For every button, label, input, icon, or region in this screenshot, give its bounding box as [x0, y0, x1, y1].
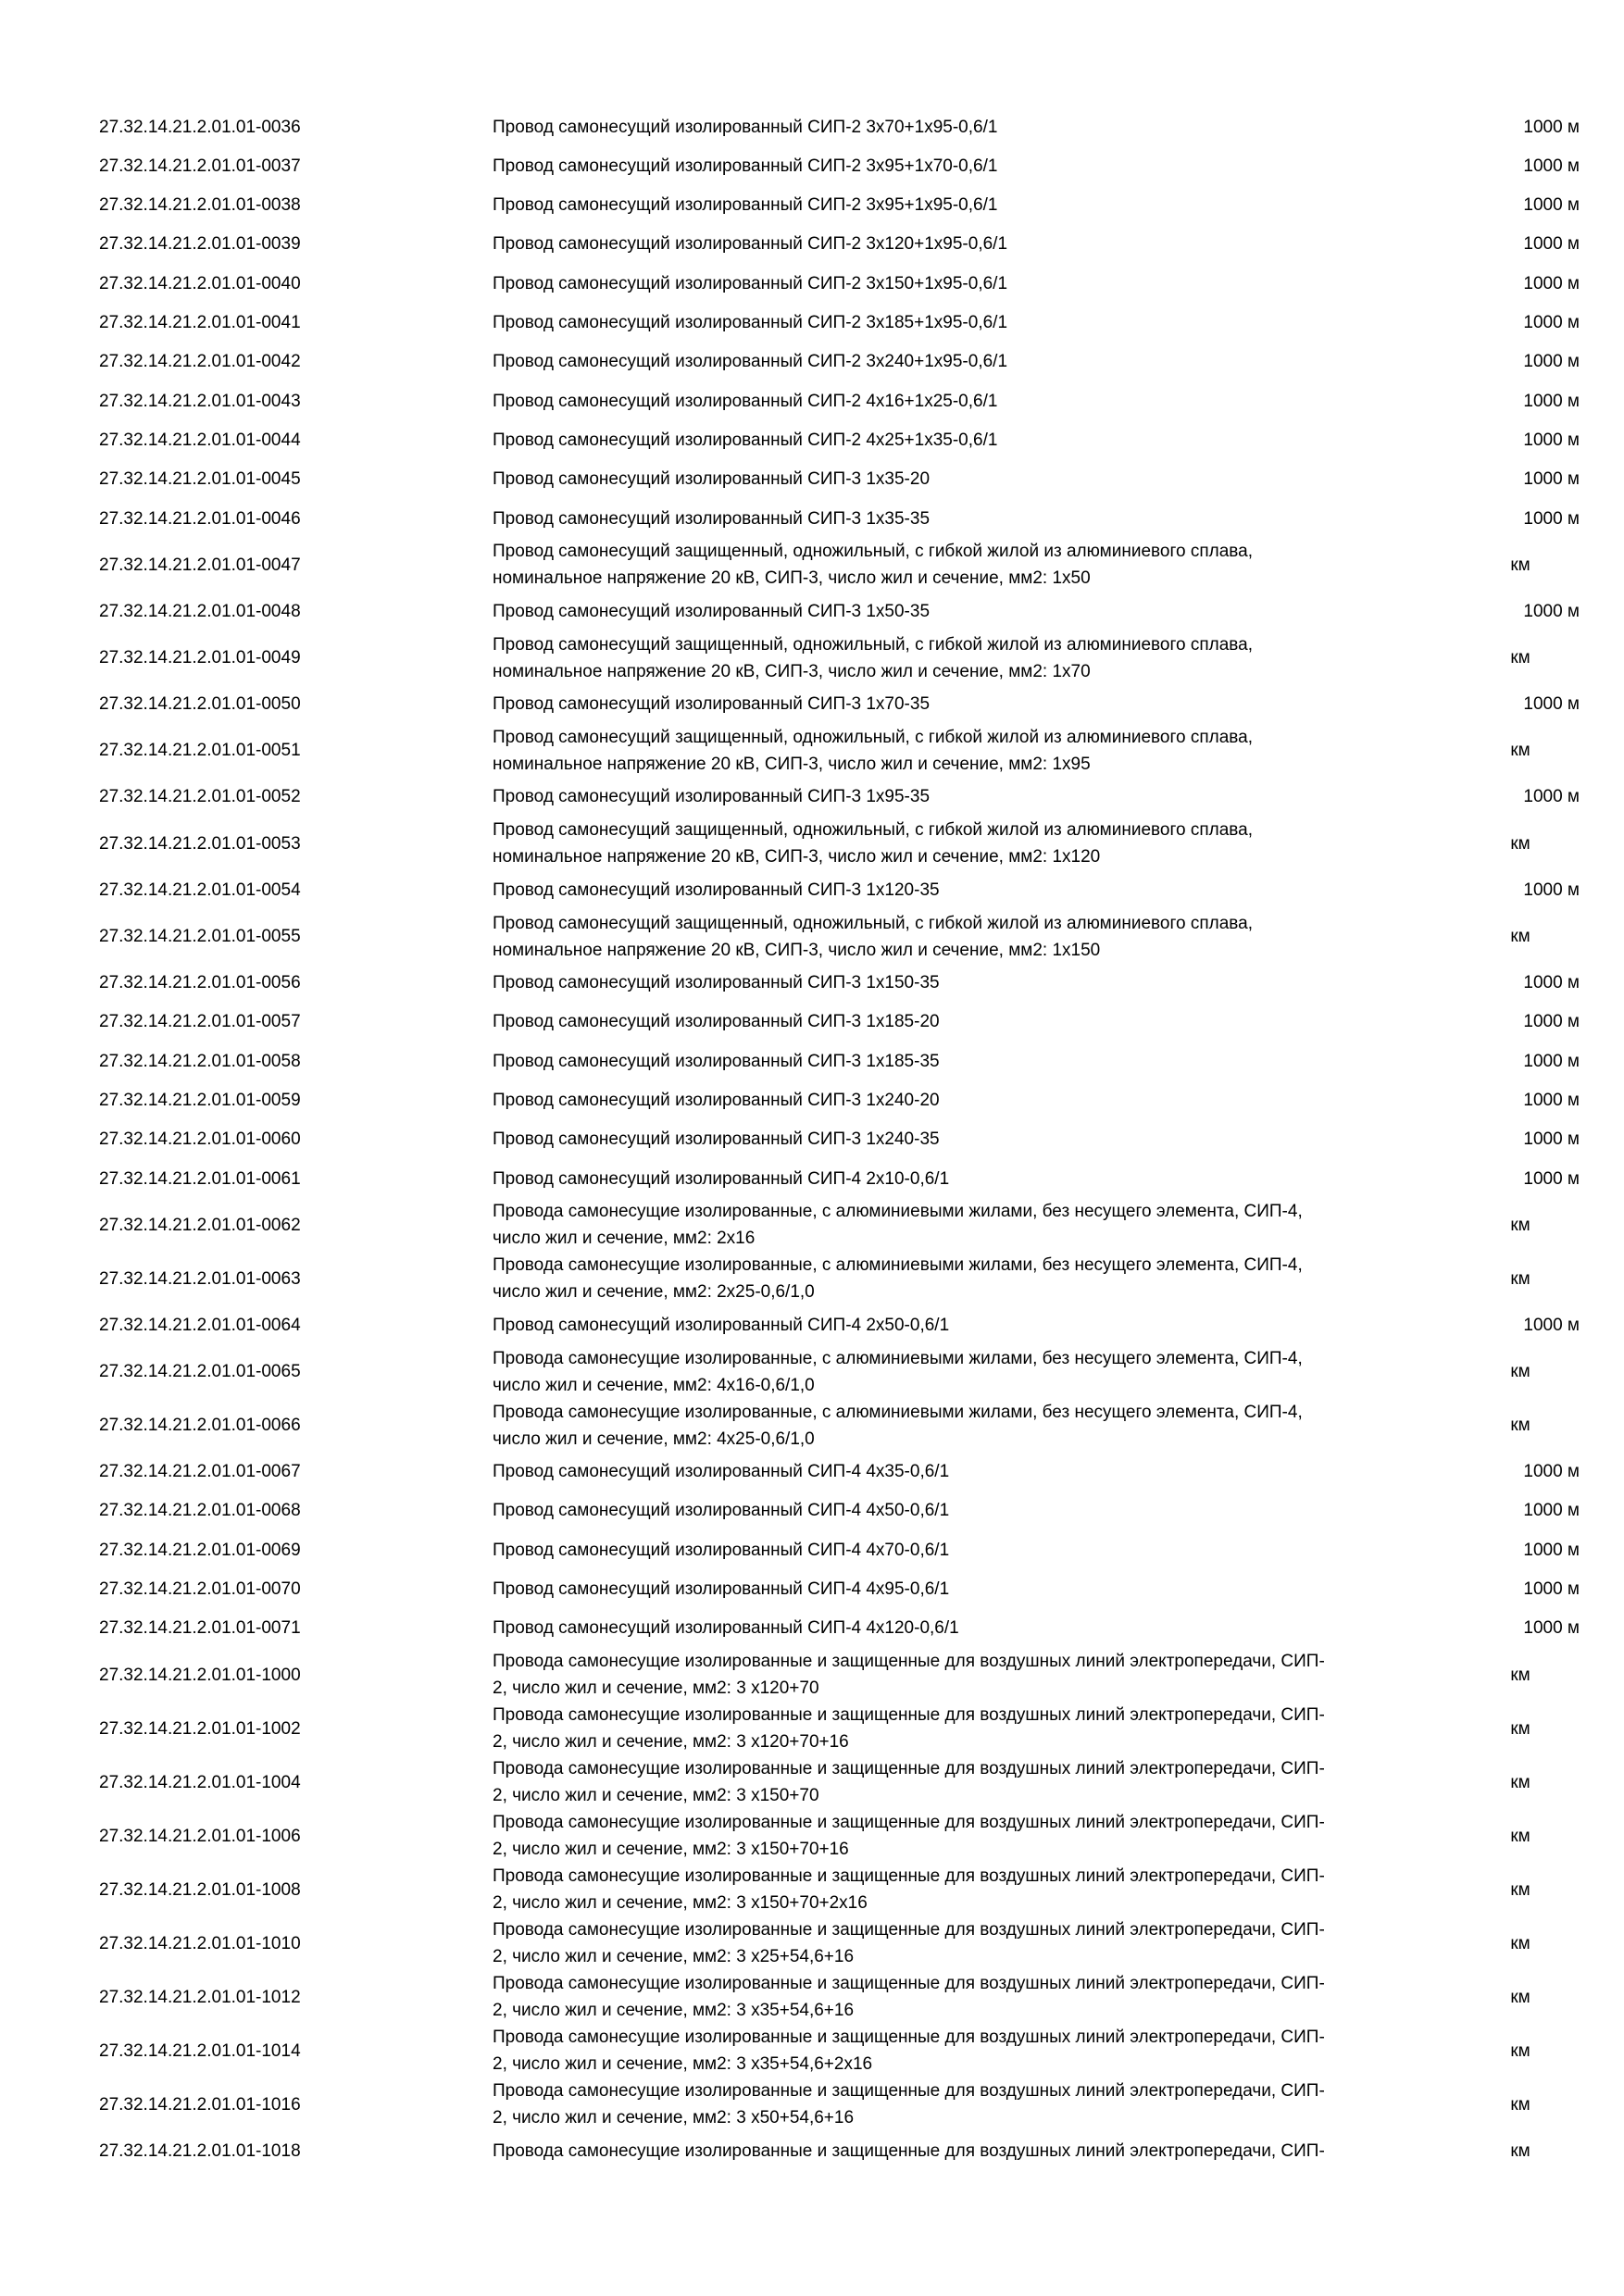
description-line: Провод самонесущий изолированный СИП-3 1х35-35	[493, 508, 931, 529]
resource-code: 27.32.14.21.2.01.01-0054	[99, 880, 301, 900]
table-row	[0, 264, 1624, 303]
description-line: Провода самонесущие изолированные и защищенные для воздушных линий электропередачи, СИП-	[493, 1759, 1325, 1779]
resource-code: 27.32.14.21.2.01.01-0066	[99, 1416, 301, 1436]
description-line: Провода самонесущие изолированные и защищенные для воздушных линий электропередачи, СИП-	[493, 1705, 1325, 1726]
table-row	[0, 499, 1624, 538]
resource-code: 27.32.14.21.2.01.01-1012	[99, 1987, 301, 2007]
description-line: 2, число жил и сечение, мм2: 3 х35+54,6+2х16	[493, 2054, 873, 2075]
description-line: 2, число жил и сечение, мм2: 3 х150+70+2х16	[493, 1893, 868, 1914]
unit-of-measure: 1000 м	[1523, 156, 1580, 176]
resource-code: 27.32.14.21.2.01.01-1010	[99, 1933, 301, 1953]
description-line: Провод самонесущий изолированный СИП-4 4х70-0,6/1	[493, 1540, 950, 1560]
description-line: Провод самонесущий изолированный СИП-2 3х95+1х70-0,6/1	[493, 156, 998, 176]
unit-of-measure: км	[1510, 1772, 1530, 1792]
table-row	[0, 146, 1624, 185]
description-line: Провод самонесущий изолированный СИП-3 1х185-35	[493, 1051, 940, 1071]
table-row	[0, 538, 1624, 592]
description-line: Провод самонесущий изолированный СИП-3 1х240-35	[493, 1129, 940, 1150]
unit-of-measure: км	[1510, 2140, 1530, 2161]
table-row	[0, 724, 1624, 778]
table-row	[0, 381, 1624, 420]
resource-description	[493, 465, 1455, 494]
table-row	[0, 1345, 1624, 1399]
table-row	[0, 817, 1624, 870]
unit-of-measure: 1000 м	[1523, 1051, 1580, 1071]
resource-description	[493, 1916, 1455, 1970]
unit-of-measure: км	[1510, 1268, 1530, 1289]
resource-description	[493, 2024, 1455, 2078]
resource-code: 27.32.14.21.2.01.01-0037	[99, 156, 301, 176]
resource-description	[493, 817, 1455, 870]
table-row	[0, 1042, 1624, 1080]
table-row	[0, 1399, 1624, 1453]
resource-description	[493, 1702, 1455, 1755]
table-row	[0, 870, 1624, 909]
description-line: число жил и сечение, мм2: 4х25-0,6/1,0	[493, 1429, 815, 1449]
description-line: Провод самонесущий изолированный СИП-4 2х10-0,6/1	[493, 1168, 950, 1189]
unit-of-measure: км	[1510, 741, 1530, 761]
description-line: Провода самонесущие изолированные, с алюминиевыми жилами, без несущего элемента, СИП-4,	[493, 1255, 1303, 1276]
resource-code: 27.32.14.21.2.01.01-0067	[99, 1462, 301, 1482]
resource-code: 27.32.14.21.2.01.01-0048	[99, 601, 301, 621]
description-line: Провод самонесущий изолированный СИП-4 4х50-0,6/1	[493, 1501, 950, 1521]
table-row	[0, 304, 1624, 343]
resource-description	[493, 2136, 1455, 2165]
resource-code: 27.32.14.21.2.01.01-0071	[99, 1618, 301, 1639]
description-line: Провод самонесущий изолированный СИП-4 4х95-0,6/1	[493, 1579, 950, 1599]
table-row	[0, 592, 1624, 630]
description-line: Провода самонесущие изолированные и защищенные для воздушных линий электропередачи, СИП-	[493, 1920, 1325, 1940]
description-line: номинальное напряжение 20 кВ, СИП-3, число жил и сечение, мм2: 1х120	[493, 847, 1101, 867]
table-row	[0, 1305, 1624, 1344]
unit-of-measure: 1000 м	[1523, 234, 1580, 255]
resource-description	[493, 1164, 1455, 1193]
table-row	[0, 631, 1624, 685]
table-row	[0, 1453, 1624, 1491]
description-line: Провод самонесущий изолированный СИП-2 4х25+1х35-0,6/1	[493, 430, 998, 450]
table-row	[0, 1491, 1624, 1530]
unit-of-measure: км	[1510, 1987, 1530, 2007]
description-line: Провод самонесущий изолированный СИП-2 3х120+1х95-0,6/1	[493, 234, 1008, 255]
table-row	[0, 1080, 1624, 1119]
unit-of-measure: 1000 м	[1523, 1315, 1580, 1335]
description-line: число жил и сечение, мм2: 2х25-0,6/1,0	[493, 1282, 815, 1303]
description-line: Провод самонесущий защищенный, одножильный, с гибкой жилой из алюминиевого сплава,	[493, 820, 1253, 841]
table-row	[0, 1648, 1624, 1702]
unit-of-measure: км	[1510, 833, 1530, 854]
resource-code: 27.32.14.21.2.01.01-1006	[99, 1826, 301, 1846]
description-line: Провод самонесущий изолированный СИП-4 2х50-0,6/1	[493, 1315, 950, 1335]
unit-of-measure: 1000 м	[1523, 880, 1580, 900]
unit-of-measure: км	[1510, 648, 1530, 668]
resource-description	[493, 1755, 1455, 1809]
table-row	[0, 1159, 1624, 1198]
resource-code: 27.32.14.21.2.01.01-0049	[99, 648, 301, 668]
resource-code: 27.32.14.21.2.01.01-0064	[99, 1315, 301, 1335]
resource-description	[493, 1345, 1455, 1399]
resource-description	[493, 268, 1455, 298]
table-row	[0, 107, 1624, 146]
resource-code: 27.32.14.21.2.01.01-0038	[99, 195, 301, 216]
description-line: Провода самонесущие изолированные, с алюминиевыми жилами, без несущего элемента, СИП-4,	[493, 1202, 1303, 1222]
resource-description	[493, 1648, 1455, 1702]
resource-code: 27.32.14.21.2.01.01-0045	[99, 469, 301, 490]
unit-of-measure: км	[1510, 927, 1530, 946]
resource-code: 27.32.14.21.2.01.01-0052	[99, 787, 301, 807]
unit-of-measure: 1000 м	[1523, 973, 1580, 992]
unit-of-measure: 1000 м	[1523, 117, 1580, 137]
resource-code: 27.32.14.21.2.01.01-0043	[99, 391, 301, 411]
description-line: Провода самонесущие изолированные и защищенные для воздушных линий электропередачи, СИП-	[493, 1866, 1325, 1887]
description-line: 2, число жил и сечение, мм2: 3 х120+70+16	[493, 1732, 849, 1753]
unit-of-measure: 1000 м	[1523, 1012, 1580, 1032]
resource-description	[493, 112, 1455, 142]
table-row	[0, 225, 1624, 264]
table-row	[0, 1198, 1624, 1252]
description-line: Провод самонесущий изолированный СИП-2 4х16+1х25-0,6/1	[493, 391, 998, 411]
resource-description	[493, 386, 1455, 416]
table-row	[0, 685, 1624, 724]
resource-description	[493, 1457, 1455, 1487]
unit-of-measure: км	[1510, 1362, 1530, 1382]
unit-of-measure: 1000 м	[1523, 1501, 1580, 1521]
table-row	[0, 2024, 1624, 2078]
unit-of-measure: 1000 м	[1523, 1462, 1580, 1482]
resource-code: 27.32.14.21.2.01.01-1000	[99, 1665, 301, 1685]
resource-description	[493, 782, 1455, 812]
description-line: Провод самонесущий изолированный СИП-2 3х185+1х95-0,6/1	[493, 313, 1008, 332]
table-row	[0, 1252, 1624, 1305]
resource-description	[493, 1970, 1455, 2024]
resource-code: 27.32.14.21.2.01.01-1016	[99, 2094, 301, 2115]
description-line: 2, число жил и сечение, мм2: 3 х35+54,6+16	[493, 2001, 855, 2021]
unit-of-measure: км	[1510, 1215, 1530, 1235]
resource-code: 27.32.14.21.2.01.01-0059	[99, 1090, 301, 1110]
description-line: Провод самонесущий изолированный СИП-4 4х35-0,6/1	[493, 1462, 950, 1482]
resource-code: 27.32.14.21.2.01.01-1004	[99, 1772, 301, 1792]
table-row	[0, 1755, 1624, 1809]
description-line: Провод самонесущий изолированный СИП-3 1х70-35	[493, 694, 931, 715]
resource-code: 27.32.14.21.2.01.01-0057	[99, 1012, 301, 1032]
table-row	[0, 1809, 1624, 1863]
resource-code: 27.32.14.21.2.01.01-1008	[99, 1879, 301, 1900]
resource-description	[493, 1125, 1455, 1154]
resource-code: 27.32.14.21.2.01.01-0070	[99, 1579, 301, 1599]
table-row	[0, 2131, 1624, 2170]
description-line: Провода самонесущие изолированные и защищенные для воздушных линий электропередачи, СИП-	[493, 2140, 1325, 2161]
description-line: Провода самонесущие изолированные и защищенные для воздушных линий электропередачи, СИП-	[493, 1813, 1325, 1833]
description-line: Провод самонесущий изолированный СИП-4 4х120-0,6/1	[493, 1618, 959, 1639]
description-line: Провод самонесущий изолированный СИП-2 3х95+1х95-0,6/1	[493, 195, 998, 216]
resource-description	[493, 596, 1455, 626]
resource-description	[493, 1198, 1455, 1252]
table-row	[0, 1702, 1624, 1755]
table-row	[0, 778, 1624, 817]
description-line: Провод самонесущий защищенный, одножильный, с гибкой жилой из алюминиевого сплава,	[493, 913, 1253, 933]
description-line: Провод самонесущий изолированный СИП-2 3х150+1х95-0,6/1	[493, 273, 1008, 293]
resource-description	[493, 1310, 1455, 1340]
description-line: Провод самонесущий изолированный СИП-3 1х150-35	[493, 973, 940, 992]
description-line: 2, число жил и сечение, мм2: 3 х150+70+16	[493, 1840, 849, 1860]
description-line: Провод самонесущий защищенный, одножильный, с гибкой жилой из алюминиевого сплава,	[493, 542, 1253, 562]
resource-description	[493, 1535, 1455, 1565]
resource-description	[493, 538, 1455, 592]
resource-description	[493, 1085, 1455, 1115]
resource-code: 27.32.14.21.2.01.01-0039	[99, 234, 301, 255]
unit-of-measure: км	[1510, 1665, 1530, 1685]
description-line: Провода самонесущие изолированные, с алюминиевыми жилами, без несущего элемента, СИП-4,	[493, 1348, 1303, 1368]
unit-of-measure: км	[1510, 1718, 1530, 1739]
resource-code: 27.32.14.21.2.01.01-0055	[99, 927, 301, 946]
description-line: Провод самонесущий изолированный СИП-2 3х240+1х95-0,6/1	[493, 352, 1008, 372]
description-line: номинальное напряжение 20 кВ, СИП-3, число жил и сечение, мм2: 1х150	[493, 940, 1101, 960]
description-line: Провод самонесущий изолированный СИП-3 1х185-20	[493, 1012, 940, 1032]
unit-of-measure: 1000 м	[1523, 508, 1580, 529]
unit-of-measure: 1000 м	[1523, 787, 1580, 807]
table-row	[0, 343, 1624, 381]
resource-description	[493, 1252, 1455, 1305]
resource-description	[493, 191, 1455, 220]
resource-description	[493, 1863, 1455, 1916]
resource-code: 27.32.14.21.2.01.01-0051	[99, 741, 301, 761]
description-line: Провода самонесущие изолированные и защищенные для воздушных линий электропередачи, СИП-	[493, 2028, 1325, 2048]
description-line: Провод самонесущий защищенный, одножильный, с гибкой жилой из алюминиевого сплава,	[493, 634, 1253, 655]
description-line: Провод самонесущий изолированный СИП-3 1х50-35	[493, 601, 931, 621]
unit-of-measure: 1000 м	[1523, 469, 1580, 490]
description-line: Провода самонесущие изолированные, с алюминиевыми жилами, без несущего элемента, СИП-4,	[493, 1402, 1303, 1422]
resource-description	[493, 230, 1455, 259]
resource-description	[493, 968, 1455, 998]
unit-of-measure: км	[1510, 2094, 1530, 2115]
table-row	[0, 1609, 1624, 1648]
resource-code: 27.32.14.21.2.01.01-0061	[99, 1168, 301, 1189]
table-row	[0, 1530, 1624, 1569]
resource-code: 27.32.14.21.2.01.01-0036	[99, 117, 301, 137]
resource-description	[493, 1007, 1455, 1037]
unit-of-measure: 1000 м	[1523, 1618, 1580, 1639]
description-line: Провода самонесущие изолированные и защищенные для воздушных линий электропередачи, СИП-	[493, 2081, 1325, 2102]
description-line: Провод самонесущий изолированный СИП-3 1х120-35	[493, 880, 940, 900]
unit-of-measure: 1000 м	[1523, 313, 1580, 332]
unit-of-measure: 1000 м	[1523, 273, 1580, 293]
description-line: Провод самонесущий изолированный СИП-3 1х95-35	[493, 787, 931, 807]
description-line: 2, число жил и сечение, мм2: 3 х50+54,6+16	[493, 2108, 855, 2128]
unit-of-measure: 1000 м	[1523, 1540, 1580, 1560]
resource-description	[493, 425, 1455, 455]
description-line: 2, число жил и сечение, мм2: 3 х120+70	[493, 1678, 819, 1699]
resource-code: 27.32.14.21.2.01.01-0065	[99, 1362, 301, 1382]
resource-description	[493, 1614, 1455, 1643]
description-line: номинальное напряжение 20 кВ, СИП-3, число жил и сечение, мм2: 1х50	[493, 568, 1091, 589]
resource-code: 27.32.14.21.2.01.01-0058	[99, 1051, 301, 1071]
description-line: номинальное напряжение 20 кВ, СИП-3, число жил и сечение, мм2: 1х70	[493, 661, 1091, 681]
table-row	[0, 1570, 1624, 1609]
resource-code: 27.32.14.21.2.01.01-0040	[99, 273, 301, 293]
unit-of-measure: 1000 м	[1523, 195, 1580, 216]
table-row	[0, 1916, 1624, 1970]
resource-code: 27.32.14.21.2.01.01-0060	[99, 1129, 301, 1150]
description-line: Провод самонесущий изолированный СИП-2 3х70+1х95-0,6/1	[493, 117, 998, 137]
resource-code: 27.32.14.21.2.01.01-0062	[99, 1215, 301, 1235]
description-line: 2, число жил и сечение, мм2: 3 х25+54,6+16	[493, 1947, 855, 1967]
unit-of-measure: км	[1510, 555, 1530, 575]
resource-description	[493, 1496, 1455, 1526]
resource-code: 27.32.14.21.2.01.01-0053	[99, 833, 301, 854]
resource-description	[493, 2078, 1455, 2131]
unit-of-measure: 1000 м	[1523, 601, 1580, 621]
resource-code: 27.32.14.21.2.01.01-0068	[99, 1501, 301, 1521]
resource-code: 27.32.14.21.2.01.01-0069	[99, 1540, 301, 1560]
unit-of-measure: 1000 м	[1523, 391, 1580, 411]
unit-of-measure: 1000 м	[1523, 1579, 1580, 1599]
resource-description	[493, 308, 1455, 338]
description-line: Провод самонесущий изолированный СИП-3 1х240-20	[493, 1090, 940, 1110]
unit-of-measure: 1000 м	[1523, 430, 1580, 450]
description-line: Провод самонесущий защищенный, одножильный, с гибкой жилой из алюминиевого сплава,	[493, 727, 1253, 747]
resource-code: 27.32.14.21.2.01.01-0046	[99, 508, 301, 529]
unit-of-measure: км	[1510, 1933, 1530, 1953]
description-line: Провода самонесущие изолированные и защищенные для воздушных линий электропередачи, СИП-	[493, 1652, 1325, 1672]
description-line: номинальное напряжение 20 кВ, СИП-3, число жил и сечение, мм2: 1х95	[493, 754, 1091, 774]
resource-code: 27.32.14.21.2.01.01-0047	[99, 555, 301, 575]
resource-code: 27.32.14.21.2.01.01-0063	[99, 1268, 301, 1289]
table-row	[0, 186, 1624, 225]
table-row	[0, 1970, 1624, 2024]
resource-description	[493, 1809, 1455, 1863]
unit-of-measure: 1000 м	[1523, 352, 1580, 372]
unit-of-measure: 1000 м	[1523, 1090, 1580, 1110]
resource-code: 27.32.14.21.2.01.01-0056	[99, 973, 301, 992]
resource-description	[493, 1575, 1455, 1604]
unit-of-measure: 1000 м	[1523, 1168, 1580, 1189]
resource-code: 27.32.14.21.2.01.01-1014	[99, 2040, 301, 2061]
resource-description	[493, 1399, 1455, 1453]
unit-of-measure: км	[1510, 1826, 1530, 1846]
unit-of-measure: 1000 м	[1523, 694, 1580, 715]
description-line: число жил и сечение, мм2: 2х16	[493, 1229, 756, 1249]
table-row	[0, 964, 1624, 1003]
description-line: Провод самонесущий изолированный СИП-3 1х35-20	[493, 469, 931, 490]
resource-code: 27.32.14.21.2.01.01-0044	[99, 430, 301, 450]
resource-description	[493, 875, 1455, 905]
table-row	[0, 910, 1624, 964]
table-row	[0, 1863, 1624, 1916]
resource-description	[493, 1046, 1455, 1076]
table-row	[0, 1003, 1624, 1042]
description-line: 2, число жил и сечение, мм2: 3 х150+70	[493, 1786, 819, 1806]
unit-of-measure: км	[1510, 1879, 1530, 1900]
resource-description	[493, 724, 1455, 778]
table-row	[0, 460, 1624, 499]
resource-description	[493, 504, 1455, 533]
description-line: число жил и сечение, мм2: 4х16-0,6/1,0	[493, 1375, 815, 1395]
table-row	[0, 1120, 1624, 1159]
resource-description	[493, 347, 1455, 377]
resource-code: 27.32.14.21.2.01.01-0041	[99, 313, 301, 332]
description-line: Провода самонесущие изолированные и защищенные для воздушных линий электропередачи, СИП-	[493, 1974, 1325, 1994]
resource-description	[493, 631, 1455, 685]
unit-of-measure: км	[1510, 2040, 1530, 2061]
resource-description	[493, 910, 1455, 964]
table-row	[0, 2078, 1624, 2131]
resource-code: 27.32.14.21.2.01.01-1002	[99, 1718, 301, 1739]
resource-description	[493, 690, 1455, 719]
resource-code: 27.32.14.21.2.01.01-0050	[99, 694, 301, 715]
resource-description	[493, 151, 1455, 181]
resource-code: 27.32.14.21.2.01.01-1018	[99, 2140, 301, 2161]
unit-of-measure: 1000 м	[1523, 1129, 1580, 1150]
resource-code: 27.32.14.21.2.01.01-0042	[99, 352, 301, 372]
unit-of-measure: км	[1510, 1416, 1530, 1436]
table-row	[0, 420, 1624, 459]
